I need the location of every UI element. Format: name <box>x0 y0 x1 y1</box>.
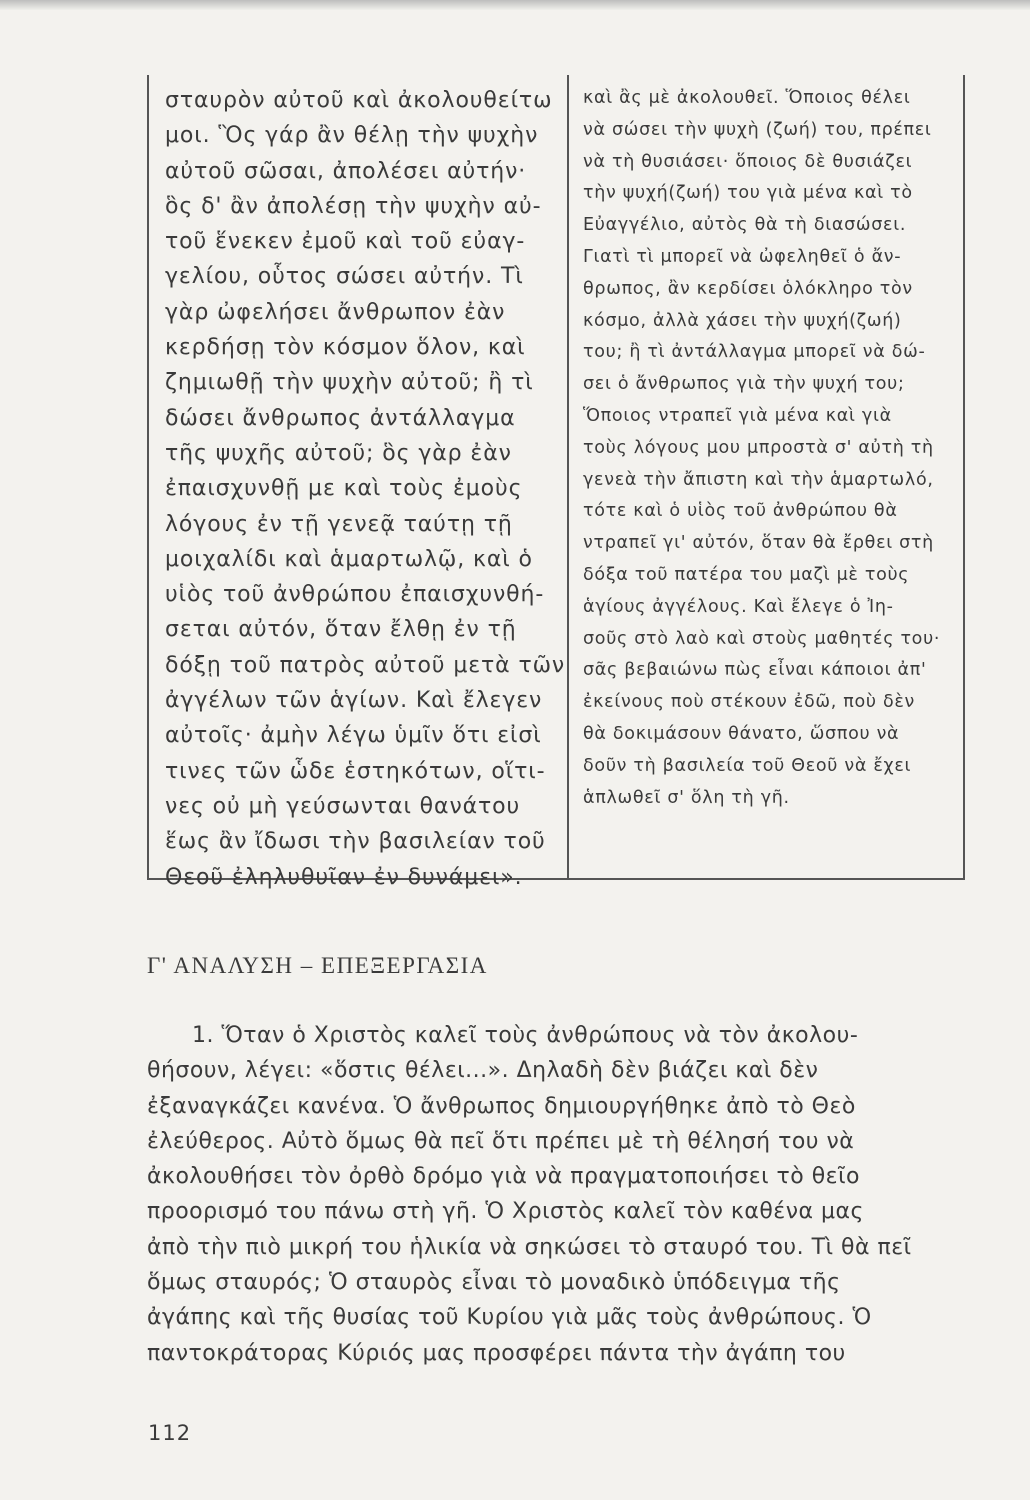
translation-line: ἐκείνους ποὺ στέκουν ἐδῶ, ποὺ δὲν <box>583 692 916 713</box>
original-text-line: αὐτοῦ σῶσαι, ἀπολέσει αὐτήν· <box>165 158 527 184</box>
translation-line: δοῦν τὴ βασιλεία τοῦ Θεοῦ νὰ ἔχει <box>583 755 912 776</box>
original-text-line: γὰρ ὠφελήσει ἄνθρωπον ἐὰν <box>165 299 506 325</box>
original-text-line: ὃς δ' ἂν ἀπολέσῃ τὴν ψυχὴν αὐ- <box>165 193 542 219</box>
paragraph-line: ἀγάπης καὶ τῆς θυσίας τοῦ Κυρίου γιὰ μᾶς τοὺς ἀνθρώπους. Ὁ <box>147 1305 872 1331</box>
paragraph-line: ἀκολουθήσει τὸν ὀρθὸ δρόμο γιὰ νὰ πραγματοποιήσει τὸ θεῖο <box>147 1164 860 1190</box>
original-text-line: ἐπαισχυνθῇ με καὶ τοὺς ἐμοὺς <box>165 476 523 502</box>
translation-line: Ὅποιος ντραπεῖ γιὰ μένα καὶ γιὰ <box>583 405 892 426</box>
translation-line: ντραπεῖ γι' αὐτόν, ὅταν θὰ ἔρθει στὴ <box>583 533 934 554</box>
original-text-line: υἱὸς τοῦ ἀνθρώπου ἐπαισχυνθή- <box>165 582 545 608</box>
translation-line: ἁγίους ἀγγέλους. Καὶ ἔλεγε ὁ Ἰη- <box>583 596 894 617</box>
paragraph-line: παντοκράτορας Κύριός μας προσφέρει πάντα τὴν ἀγάπη του <box>147 1340 846 1366</box>
original-text-line: σταυρὸν αὐτοῦ καὶ ἀκολουθείτω <box>165 88 553 113</box>
translation-line: καὶ ἂς μὲ ἀκολουθεῖ. Ὅποιος θέλει <box>583 88 911 108</box>
translation-line: τότε καὶ ὁ υἱὸς τοῦ ἀνθρώπου θὰ <box>583 501 898 522</box>
page-top-edge <box>0 0 1030 10</box>
original-text-line: λόγους ἐν τῇ γενεᾷ ταύτῃ τῇ <box>165 511 513 537</box>
original-text-column <box>165 83 565 895</box>
paragraph-line: προορισμό του πάνω στὴ γῆ. Ὁ Χριστὸς καλεῖ τὸν καθένα μας <box>147 1199 864 1225</box>
original-text-line: ζημιωθῇ τὴν ψυχὴν αὐτοῦ; ἢ τὶ <box>165 370 534 396</box>
original-text-line: ἕως ἂν ἴδωσι τὴν βασιλείαν τοῦ <box>165 829 546 855</box>
translation-line: ἁπλωθεῖ σ' ὅλη τὴ γῆ. <box>583 787 790 808</box>
original-text-line: δώσει ἄνθρωπος ἀντάλλαγμα <box>165 405 516 431</box>
paragraph-line: θήσουν, λέγει: «ὅστις θέλει...». Δηλαδὴ δὲν βιάζει καὶ δὲν <box>147 1058 819 1084</box>
translation-line: τὴν ψυχή(ζωή) του γιὰ μένα καὶ τὸ <box>583 183 913 204</box>
original-text-line: Θεοῦ ἐληλυθυῖαν ἐν δυνάμει». <box>165 864 523 890</box>
translation-line: σᾶς βεβαιώνω πὼς εἶναι κάποιοι ἀπ' <box>583 660 927 681</box>
page-number: 112 <box>148 1421 192 1445</box>
paragraph-line: ὅμως σταυρός; Ὁ σταυρὸς εἶναι τὸ μοναδικὸ ὑπόδειγμα τῆς <box>147 1270 841 1296</box>
original-text-line: μοιχαλίδι καὶ ἁμαρτωλῷ, καὶ ὁ <box>165 546 533 572</box>
analysis-paragraph <box>147 1018 912 1371</box>
original-text-line: τῆς ψυχῆς αὐτοῦ; ὃς γὰρ ἐὰν <box>165 440 512 466</box>
original-text-line: νες οὐ μὴ γεύσωνται θανάτου <box>165 793 521 819</box>
section-heading: Γ' ΑΝΑΛΥΣΗ – ΕΠΕΞΕΡΓΑΣΙΑ <box>147 953 488 978</box>
translation-line: νὰ τὴ θυσιάσει· ὅποιος δὲ θυσιάζει <box>583 151 913 172</box>
translation-line: κόσμο, ἀλλὰ χάσει τὴν ψυχή(ζωή) <box>583 310 902 331</box>
original-text-line: δόξῃ τοῦ πατρὸς αὐτοῦ μετὰ τῶν <box>165 652 566 678</box>
original-text-line: τινες τῶν ὧδε ἑστηκότων, οἵτι- <box>165 758 546 784</box>
paragraph-line: ἐξαναγκάζει κανένα. Ὁ ἄνθρωπος δημιουργήθηκε ἀπὸ τὸ Θεὸ <box>147 1093 856 1119</box>
translation-line: γενεὰ τὴν ἄπιστη καὶ τὴν ἁμαρτωλό, <box>583 469 934 490</box>
original-text-line: γελίου, οὗτος σώσει αὐτήν. Τὶ <box>165 264 524 290</box>
paragraph-line: ἀπὸ τὴν πιὸ μικρή του ἡλικία νὰ σηκώσει τὸ σταυρό του. Τὶ θὰ πεῖ <box>147 1234 912 1260</box>
original-text-line: τοῦ ἕνεκεν ἐμοῦ καὶ τοῦ εὐαγ- <box>165 229 526 255</box>
paragraph-line: ἐλεύθερος. Αὐτὸ ὅμως θὰ πεῖ ὅτι πρέπει μὲ τὴ θέλησή του νὰ <box>147 1128 855 1154</box>
translation-line: τοὺς λόγους μου μπροστὰ σ' αὐτὴ τὴ <box>583 437 934 458</box>
column-divider <box>567 75 569 880</box>
original-text-line: κερδήσῃ τὸν κόσμον ὅλον, καὶ <box>165 335 526 361</box>
original-text-line: ἀγγέλων τῶν ἁγίων. Καὶ ἔλεγεν <box>165 688 543 714</box>
translation-line: του; ἢ τὶ ἀντάλλαγμα μπορεῖ νὰ δώ- <box>583 342 926 363</box>
original-text-line: μοι. Ὃς γάρ ἂν θέλῃ τὴν ψυχὴν <box>165 123 539 149</box>
paragraph-line: 1. Ὅταν ὁ Χριστὸς καλεῖ τοὺς ἀνθρώπους νὰ τὸν ἀκολου- <box>147 1023 859 1048</box>
translation-line: Εὐαγγέλιο, αὐτὸς θὰ τὴ διασώσει. <box>583 215 907 236</box>
translation-column <box>583 83 940 814</box>
translation-line: σει ὁ ἄνθρωπος γιὰ τὴν ψυχή του; <box>583 374 905 395</box>
translation-line: σοῦς στὸ λαὸ καὶ στοὺς μαθητές του· <box>583 628 941 649</box>
translation-line: δόξα τοῦ πατέρα του μαζὶ μὲ τοὺς <box>583 564 910 585</box>
translation-line: θὰ δοκιμάσουν θάνατο, ὥσπου νὰ <box>583 723 900 744</box>
original-text-line: σεται αὐτόν, ὅταν ἔλθῃ ἐν τῇ <box>165 617 517 643</box>
translation-line: νὰ σώσει τὴν ψυχὴ (ζωή) του, πρέπει <box>583 119 932 140</box>
original-text-line: αὐτοῖς· ἀμὴν λέγω ὑμῖν ὅτι εἰσὶ <box>165 723 542 749</box>
translation-line: Γιατὶ τὶ μπορεῖ νὰ ὠφεληθεῖ ὁ ἄν- <box>583 246 902 267</box>
translation-line: θρωπος, ἂν κερδίσει ὁλόκληρο τὸν <box>583 278 913 299</box>
